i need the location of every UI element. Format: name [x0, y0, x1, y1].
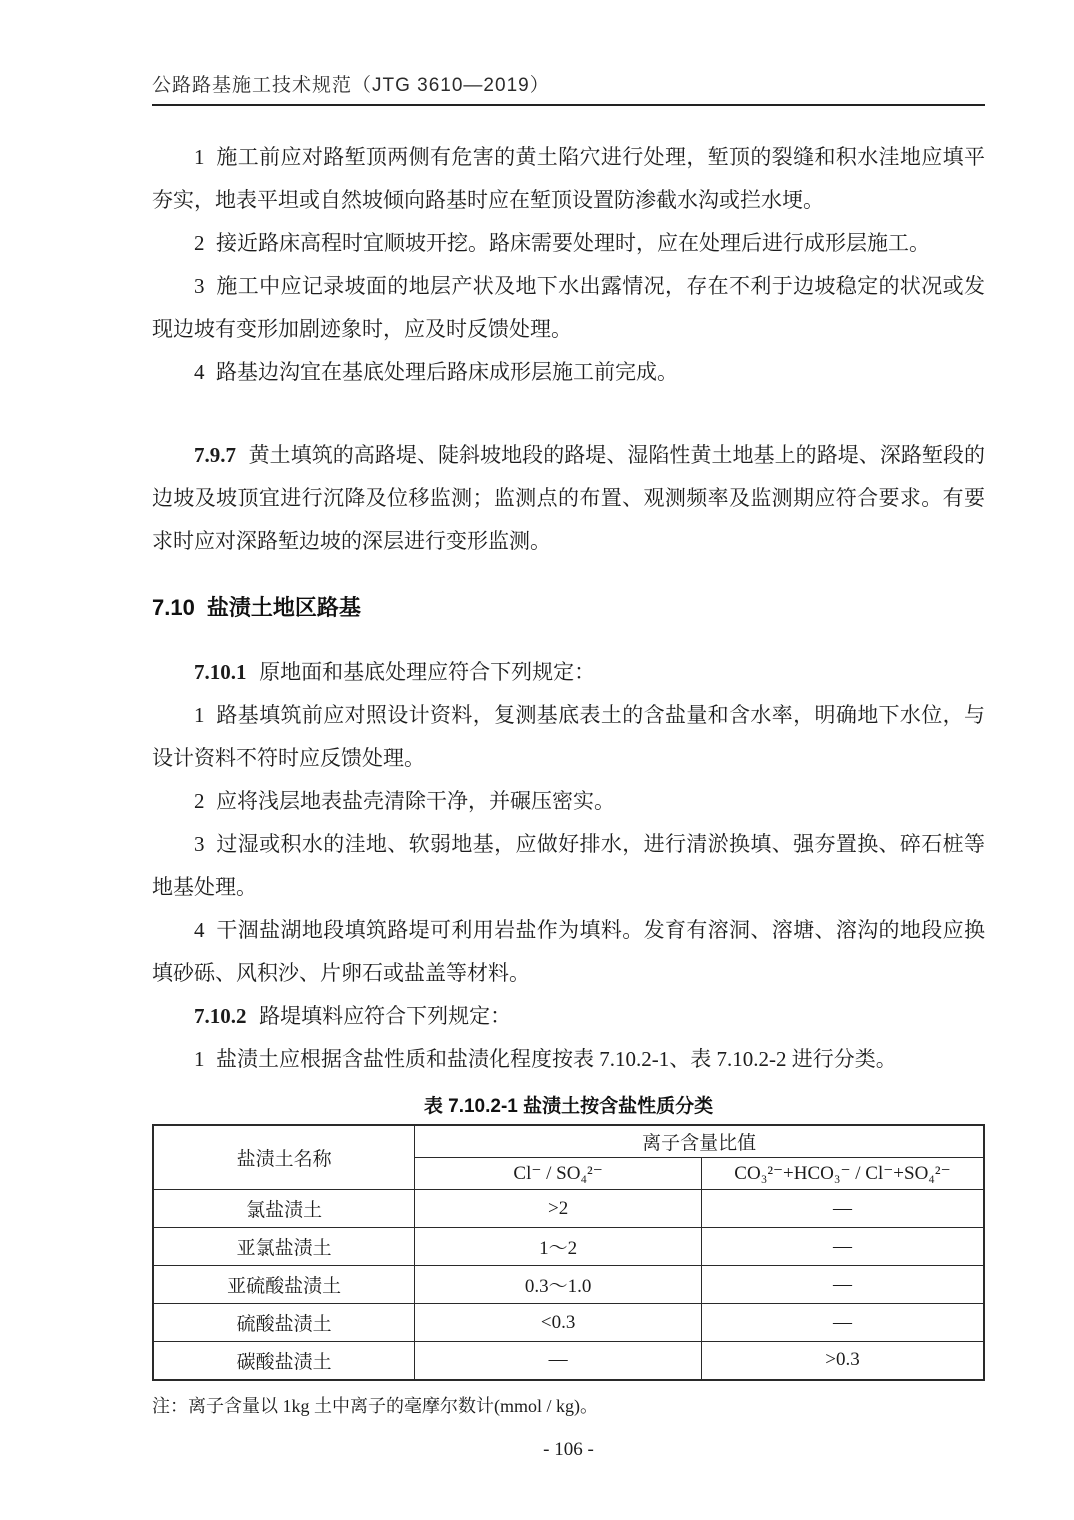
header-cell-ion-ratio: 离子含量比值	[415, 1125, 984, 1158]
cell-ratio-2: —	[701, 1190, 984, 1228]
item-number: 2	[194, 231, 205, 255]
item-text: 干涸盐湖地段填筑路堤可利用岩盐作为填料。发育有溶洞、溶塘、溶沟的地段应换填砂砾、风积沙、片卵石或盐盖等材料。	[152, 918, 985, 985]
table-row	[153, 1190, 984, 1228]
section-heading-7-10	[152, 593, 985, 623]
clause-7-10-2	[152, 995, 985, 1038]
body-paragraph	[152, 1038, 985, 1081]
header-cell-formula-cl-so4: Cl⁻ / SO₄²⁻	[415, 1158, 702, 1190]
cell-soil-name: 氯盐渍土	[153, 1190, 415, 1228]
cell-soil-name: 亚硫酸盐渍土	[153, 1266, 415, 1304]
item-text: 接近路床高程时宜顺坡开挖。路床需要处理时，应在处理后进行成形层施工。	[216, 231, 931, 255]
running-header-title: 公路路基施工技术规范（JTG 3610—2019）	[152, 75, 550, 96]
cell-soil-name: 亚氯盐渍土	[153, 1228, 415, 1266]
clause-text: 原地面和基底处理应符合下列规定：	[259, 660, 596, 684]
item-text: 路基填筑前应对照设计资料，复测基底表土的含盐量和含水率，明确地下水位，与设计资料不符时应反馈处理。	[152, 703, 985, 770]
item-number: 1	[194, 145, 205, 169]
cell-ratio-1: 0.3～1.0	[415, 1266, 702, 1304]
cell-soil-name: 硫酸盐渍土	[153, 1304, 415, 1342]
item-number: 1	[194, 703, 205, 727]
header-rule	[152, 104, 985, 106]
clause-7-9-7	[152, 434, 985, 563]
cell-ratio-2: >0.3	[701, 1342, 984, 1380]
header-cell-formula-co3-hco3: CO₃²⁻+HCO₃⁻ / Cl⁻+SO₄²⁻	[701, 1158, 984, 1190]
table-note: 注：离子含量以 1kg 土中离子的毫摩尔数计(mmol / kg)。	[152, 1395, 598, 1416]
running-header	[152, 70, 985, 104]
item-text: 过湿或积水的洼地、软弱地基，应做好排水，进行清淤换填、强夯置换、碎石桩等地基处理。	[152, 832, 985, 899]
cell-soil-name: 碳酸盐渍土	[153, 1342, 415, 1380]
clause-number: 7.10.2	[194, 1004, 247, 1028]
table-row	[153, 1228, 984, 1266]
section-number: 7.10	[152, 595, 195, 620]
cell-ratio-1: <0.3	[415, 1304, 702, 1342]
table-row	[153, 1304, 984, 1342]
body-paragraph	[152, 909, 985, 995]
body-paragraph	[152, 694, 985, 780]
item-text: 路基边沟宜在基底处理后路床成形层施工前完成。	[216, 360, 679, 384]
cell-ratio-2: —	[701, 1304, 984, 1342]
clause-7-10-1	[152, 651, 985, 694]
body-paragraph	[152, 265, 985, 351]
table-header-row	[153, 1125, 984, 1158]
clause-number: 7.9.7	[194, 443, 236, 467]
table-row	[153, 1266, 984, 1304]
cell-ratio-1: 1～2	[415, 1228, 702, 1266]
item-text: 应将浅层地表盐壳清除干净，并碾压密实。	[216, 789, 616, 813]
item-number: 3	[194, 274, 205, 298]
item-text: 盐渍土应根据含盐性质和盐渍化程度按表 7.10.2-1、表 7.10.2-2 进行分类。	[216, 1047, 897, 1071]
salt-soil-classification-table	[152, 1124, 985, 1381]
table-row	[153, 1342, 984, 1380]
cell-ratio-2: —	[701, 1228, 984, 1266]
item-text: 施工中应记录坡面的地层产状及地下水出露情况，存在不利于边坡稳定的状况或发现边坡有变形加剧迹象时，应及时反馈处理。	[152, 274, 985, 341]
cell-ratio-1: >2	[415, 1190, 702, 1228]
item-text: 施工前应对路堑顶两侧有危害的黄土陷穴进行处理，堑顶的裂缝和积水洼地应填平夯实，地表平坦或自然坡倾向路基时应在堑顶设置防渗截水沟或拦水埂。	[152, 145, 985, 212]
body-paragraph	[152, 136, 985, 222]
header-cell-soil-name: 盐渍土名称	[153, 1125, 415, 1190]
body-paragraph	[152, 823, 985, 909]
page-number: - 106 -	[543, 1438, 594, 1460]
item-number: 4	[194, 360, 205, 384]
body-paragraph	[152, 780, 985, 823]
cell-ratio-1: —	[415, 1342, 702, 1380]
body-paragraph	[152, 351, 985, 394]
cell-ratio-2: —	[701, 1266, 984, 1304]
item-number: 3	[194, 832, 205, 856]
body-paragraph	[152, 222, 985, 265]
item-number: 1	[194, 1047, 205, 1071]
table-caption: 表 7.10.2-1 盐渍土按含盐性质分类	[423, 1096, 714, 1117]
clause-number: 7.10.1	[194, 660, 247, 684]
clause-text: 黄土填筑的高路堤、陡斜坡地段的路堤、湿陷性黄土地基上的路堤、深路堑段的边坡及坡顶宜进行沉降及位移监测；监测点的布置、观测频率及监测期应符合要求。有要求时应对深路堑边坡的深层进行变形监测。	[152, 443, 985, 553]
item-number: 2	[194, 789, 205, 813]
item-number: 4	[194, 918, 205, 942]
clause-text: 路堤填料应符合下列规定：	[259, 1004, 512, 1028]
section-title: 盐渍土地区路基	[206, 595, 361, 620]
